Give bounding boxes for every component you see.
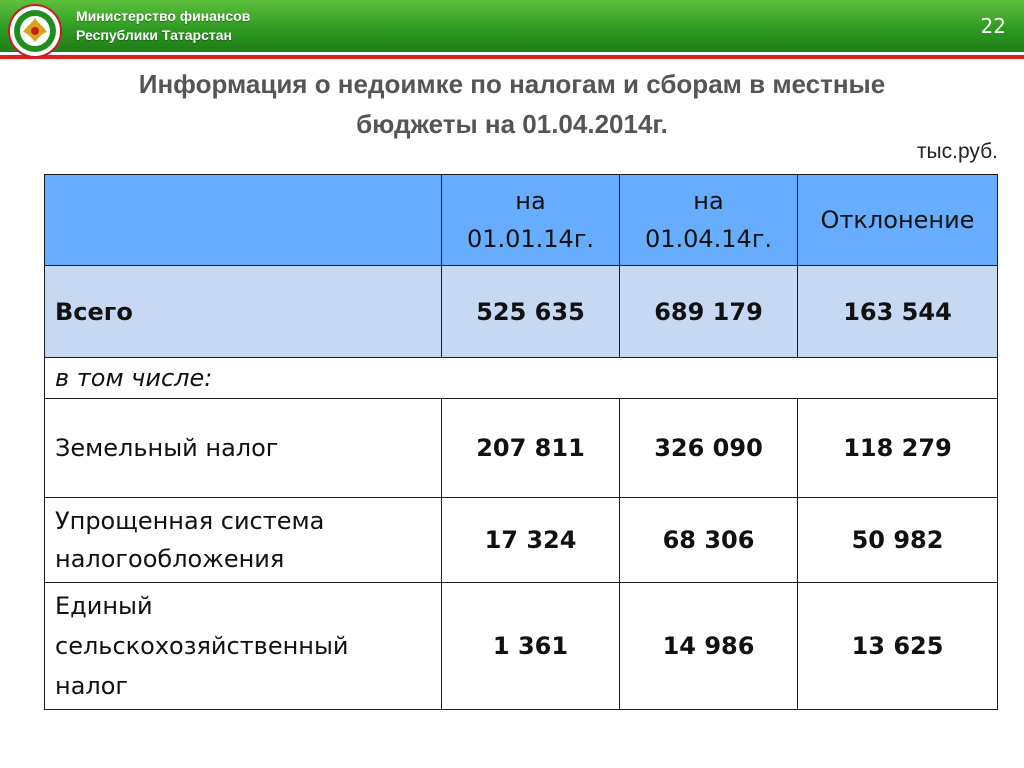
row-value-deviation: 118 279 <box>798 399 998 498</box>
row-label <box>45 498 442 583</box>
header-date2-line1: на <box>693 187 724 215</box>
row-value-date2: 326 090 <box>620 399 798 498</box>
page-title <box>40 64 984 144</box>
unit-label: тыс.руб. <box>916 140 998 163</box>
header-stripe-red <box>0 55 1024 59</box>
header-date2-line2: 01.04.14г. <box>644 225 773 253</box>
row-value-date1: 1 361 <box>442 583 620 710</box>
arrears-table <box>44 174 998 710</box>
tatarstan-emblem-icon <box>8 4 62 58</box>
header-date1-line1: на <box>515 187 546 215</box>
row-value-date1: 17 324 <box>442 498 620 583</box>
subheader-label: в том числе: <box>45 358 998 399</box>
row-label <box>45 583 442 710</box>
row-value-deviation: 13 625 <box>798 583 998 710</box>
table-row <box>45 583 998 710</box>
row-value-date1: 207 811 <box>442 399 620 498</box>
total-label: Всего <box>45 266 442 358</box>
total-value-deviation: 163 544 <box>798 266 998 358</box>
ministry-name-line2: Республики Татарстан <box>76 27 232 43</box>
header-cell-date1 <box>442 175 620 266</box>
header-cell-deviation: Отклонение <box>798 175 998 266</box>
header-cell-date2 <box>620 175 798 266</box>
row-label-line2: налогообложения <box>55 545 285 573</box>
ministry-name-line1: Министерство финансов <box>76 8 251 24</box>
row-value-date2: 68 306 <box>620 498 798 583</box>
total-value-date1: 525 635 <box>442 266 620 358</box>
page-title-line2: бюджеты на 01.04.2014г. <box>356 109 668 139</box>
slide-number: 22 <box>980 14 1006 38</box>
row-value-date2: 14 986 <box>620 583 798 710</box>
table-row <box>45 399 998 498</box>
row-label-line3: налог <box>55 672 129 700</box>
row-value-deviation: 50 982 <box>798 498 998 583</box>
table-header-row <box>45 175 998 266</box>
table-row-total <box>45 266 998 358</box>
header-date1-line2: 01.01.14г. <box>466 225 595 253</box>
header-cell-empty <box>45 175 442 266</box>
page-title-line1: Информация о недоимке по налогам и сборам в местные <box>138 69 886 99</box>
row-label-line2: сельскохозяйственный <box>55 632 349 660</box>
total-value-date2: 689 179 <box>620 266 798 358</box>
ministry-name <box>76 7 250 45</box>
row-label-line1: Упрощенная система <box>55 507 325 535</box>
row-label-line1: Единый <box>55 592 153 620</box>
row-label: Земельный налог <box>45 399 442 498</box>
table-row <box>45 498 998 583</box>
table-subheader-row <box>45 358 998 399</box>
